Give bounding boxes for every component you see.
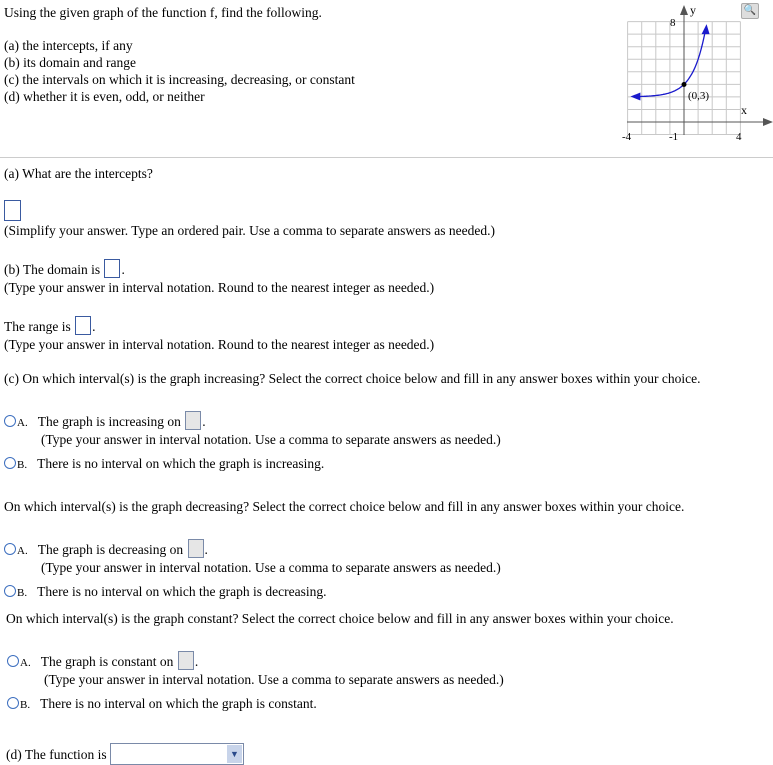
point-label: (0,3): [688, 90, 710, 102]
increasing-option-b-text: There is no interval on which the graph is increasing.: [37, 456, 325, 471]
intercepts-input[interactable]: [4, 200, 21, 221]
increasing-option-a-text: The graph is increasing on: [37, 414, 181, 429]
function-type-label: (d) The function is: [6, 747, 107, 762]
hint-a: (Simplify your answer. Type an ordered pair. Use a comma to separate answers as needed.): [4, 223, 496, 238]
constant-option-b-text: There is no interval on which the graph is constant.: [40, 696, 317, 711]
range-hint: (Type your answer in interval notation. Round to the nearest integer as needed.): [4, 337, 435, 352]
constant-option-a-radio[interactable]: [7, 655, 19, 667]
question-decreasing: On which interval(s) is the graph decreasing? Select the correct choice below and fill in any answer boxes within your choice.: [4, 499, 685, 514]
task-b: (b) its domain and range: [4, 55, 136, 70]
y-axis-label: y: [690, 3, 696, 17]
range-input[interactable]: [75, 316, 91, 335]
decreasing-option-b-text: There is no interval on which the graph is decreasing.: [37, 584, 327, 599]
increasing-hint: (Type your answer in interval notation. Use a comma to separate answers as needed.): [41, 432, 501, 447]
domain-hint: (Type your answer in interval notation. Round to the nearest integer as needed.): [4, 280, 435, 295]
task-a: (a) the intercepts, if any: [4, 38, 133, 53]
function-graph: [610, 0, 773, 150]
x-min-label: -4: [622, 131, 632, 143]
x-axis-label: x: [741, 103, 747, 117]
decreasing-option-a-radio[interactable]: [4, 543, 16, 555]
curve-left-arrow: [630, 93, 640, 101]
intro-text: Using the given graph of the function f, find the following.: [4, 5, 322, 20]
decreasing-option-b-radio[interactable]: [4, 585, 16, 597]
function-type-dropdown[interactable]: [110, 743, 244, 765]
domain-label: (b) The domain is: [4, 262, 101, 277]
decreasing-option-a-text: The graph is decreasing on: [37, 542, 184, 557]
constant-option-a-text: The graph is constant on: [40, 654, 174, 669]
task-c: (c) the intervals on which it is increasing, decreasing, or constant: [4, 72, 355, 87]
increasing-option-a-radio[interactable]: [4, 415, 16, 427]
y-max-label: 8: [670, 17, 676, 29]
question-a: (a) What are the intercepts?: [4, 166, 153, 181]
range-label: The range is: [4, 319, 71, 334]
chevron-down-icon: ▼: [227, 745, 242, 763]
divider: [0, 157, 773, 158]
function-curve: [636, 32, 705, 97]
y-min-label: -1: [669, 131, 679, 143]
task-d: (d) whether it is even, odd, or neither: [4, 89, 205, 104]
increasing-input[interactable]: [185, 411, 201, 430]
domain-input[interactable]: [104, 259, 120, 278]
increasing-option-b-radio[interactable]: [4, 457, 16, 469]
y-intercept-point: [682, 82, 687, 87]
question-constant: On which interval(s) is the graph constant? Select the correct choice below and fill in any answer boxes within your choice.: [6, 611, 674, 626]
x-max-label: 4: [736, 131, 742, 143]
constant-hint: (Type your answer in interval notation. Use a comma to separate answers as needed.): [44, 672, 504, 687]
decreasing-input[interactable]: [188, 539, 204, 558]
magnifier-plus-icon[interactable]: 🔍: [741, 3, 759, 19]
question-increasing: (c) On which interval(s) is the graph increasing? Select the correct choice below and fill in any answer boxes within your choice.: [4, 371, 701, 386]
decreasing-hint: (Type your answer in interval notation. Use a comma to separate answers as needed.): [41, 560, 501, 575]
constant-option-b-radio[interactable]: [7, 697, 19, 709]
curve-right-arrow: [702, 24, 710, 34]
constant-input[interactable]: [178, 651, 194, 670]
